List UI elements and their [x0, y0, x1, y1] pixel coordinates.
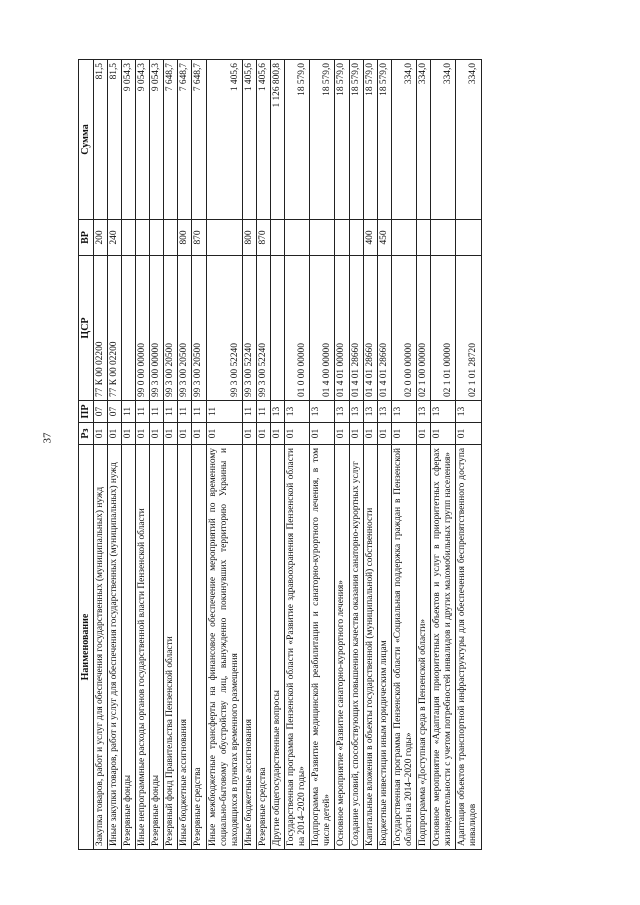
cell-name: Иные бюджетные ассигнования — [242, 445, 256, 850]
cell-vr — [335, 220, 349, 256]
cell-pr: 13 — [431, 401, 456, 423]
cell-csr: 99 3 00 00000 — [150, 256, 164, 401]
header-csr: ЦСР — [79, 256, 94, 401]
cell-pr: 07 — [93, 401, 107, 423]
cell-pr: 07 — [107, 401, 121, 423]
cell-pr: 13 — [271, 401, 285, 423]
cell-rz: 01 — [391, 423, 416, 445]
cell-vr: 800 — [178, 220, 192, 256]
cell-rz: 01 — [206, 423, 242, 445]
table-row — [391, 60, 416, 850]
table-row — [456, 60, 481, 850]
cell-vr — [310, 220, 335, 256]
table-body — [93, 60, 481, 850]
cell-vr: 450 — [377, 220, 391, 256]
cell-vr — [391, 220, 416, 256]
cell-name: Подпрограмма «Развитие медицинской реабилитации и санаторно-курортного лечения, в том числе детей» — [310, 445, 335, 850]
cell-name: Резервные средства — [192, 445, 206, 850]
cell-pr: 11 — [136, 401, 150, 423]
cell-csr: 01 4 00 00000 — [310, 256, 335, 401]
cell-rz: 01 — [256, 423, 270, 445]
cell-pr: 13 — [349, 401, 363, 423]
header-pr: ПР — [79, 401, 94, 423]
cell-csr: 99 3 00 20500 — [192, 256, 206, 401]
cell-rz: 01 — [417, 423, 431, 445]
cell-pr: 13 — [335, 401, 349, 423]
cell-sum: 1 405,6 — [206, 60, 242, 220]
cell-name: Капитальные вложения в объекты государственной (муниципальной) собственности — [363, 445, 377, 850]
table-row — [377, 60, 391, 850]
cell-vr — [349, 220, 363, 256]
cell-sum: 334,0 — [431, 60, 456, 220]
cell-vr: 400 — [363, 220, 377, 256]
cell-sum: 81,5 — [93, 60, 107, 220]
cell-csr: 99 3 00 20500 — [178, 256, 192, 401]
cell-name: Адаптация объектов транспортной инфраструктуры для обеспечения беспрепятственного доступа инвалидов — [456, 445, 481, 850]
cell-sum: 18 579,0 — [335, 60, 349, 220]
cell-sum: 81,5 — [107, 60, 121, 220]
cell-name: Резервные фонды — [150, 445, 164, 850]
cell-csr — [121, 256, 135, 401]
cell-csr: 99 3 00 52240 — [242, 256, 256, 401]
cell-pr: 13 — [310, 401, 335, 423]
cell-csr — [271, 256, 285, 401]
cell-pr: 13 — [285, 401, 310, 423]
cell-sum: 18 579,0 — [363, 60, 377, 220]
cell-vr: 870 — [192, 220, 206, 256]
cell-sum: 334,0 — [456, 60, 481, 220]
cell-vr — [417, 220, 431, 256]
cell-pr: 11 — [242, 401, 256, 423]
cell-rz: 01 — [242, 423, 256, 445]
cell-rz: 01 — [136, 423, 150, 445]
table-row — [192, 60, 206, 850]
cell-rz: 01 — [178, 423, 192, 445]
cell-pr: 13 — [417, 401, 431, 423]
table-row — [164, 60, 178, 850]
cell-name: Бюджетные инвестиции иным юридическим лицам — [377, 445, 391, 850]
cell-csr: 01 4 01 00000 — [335, 256, 349, 401]
cell-vr — [271, 220, 285, 256]
cell-pr: 11 — [178, 401, 192, 423]
cell-rz: 01 — [377, 423, 391, 445]
cell-rz: 01 — [349, 423, 363, 445]
cell-rz: 01 — [363, 423, 377, 445]
header-rz: Рз — [79, 423, 94, 445]
cell-csr: 01 4 01 28660 — [349, 256, 363, 401]
cell-name: Иные межбюджетные трансферты на финансовое обеспечение мероприятий по временному социально-бытовому обустройству лиц, вынужденно покинувших территорию Украины и находящихся в пунктах временного размещения — [206, 445, 242, 850]
cell-rz: 01 — [93, 423, 107, 445]
table-row — [93, 60, 107, 850]
table-row — [121, 60, 135, 850]
cell-pr: 13 — [456, 401, 481, 423]
cell-vr — [431, 220, 456, 256]
cell-pr: 13 — [377, 401, 391, 423]
table-row — [285, 60, 310, 850]
header-name: Наименование — [79, 445, 94, 850]
cell-name: Государственная программа Пензенской области «Социальная поддержка граждан в Пензенской области на 2014–2020 годы» — [391, 445, 416, 850]
table-row — [349, 60, 363, 850]
cell-rz: 01 — [310, 423, 335, 445]
table-row — [271, 60, 285, 850]
cell-vr — [121, 220, 135, 256]
cell-rz: 01 — [164, 423, 178, 445]
cell-vr — [136, 220, 150, 256]
cell-csr: 77 К 00 02200 — [93, 256, 107, 401]
cell-rz: 01 — [285, 423, 310, 445]
cell-csr: 01 0 00 00000 — [285, 256, 310, 401]
cell-pr: 13 — [391, 401, 416, 423]
table-row — [431, 60, 456, 850]
cell-vr — [150, 220, 164, 256]
cell-csr: 99 3 00 20500 — [164, 256, 178, 401]
cell-name: Резервные средства — [256, 445, 270, 850]
page-number: 37 — [41, 432, 54, 444]
cell-vr — [206, 220, 242, 256]
cell-sum: 18 579,0 — [285, 60, 310, 220]
cell-rz: 01 — [335, 423, 349, 445]
cell-csr: 99 0 00 00000 — [136, 256, 150, 401]
cell-name: Иные бюджетные ассигнования — [178, 445, 192, 850]
table-row — [310, 60, 335, 850]
cell-sum: 1 405,6 — [242, 60, 256, 220]
cell-csr: 02 0 00 00000 — [391, 256, 416, 401]
rotated-page-content — [78, 60, 482, 850]
cell-csr: 01 4 01 28660 — [363, 256, 377, 401]
table-row — [256, 60, 270, 850]
table-row — [136, 60, 150, 850]
cell-sum: 7 648,7 — [192, 60, 206, 220]
cell-sum: 7 648,7 — [164, 60, 178, 220]
cell-name: Основное мероприятие «Развитие санаторно-курортного лечения» — [335, 445, 349, 850]
cell-sum: 334,0 — [391, 60, 416, 220]
cell-rz: 01 — [121, 423, 135, 445]
table-row — [417, 60, 431, 850]
cell-pr: 11 — [121, 401, 135, 423]
table-row — [178, 60, 192, 850]
cell-name: Закупка товаров, работ и услуг для обеспечения государственных (муниципальных) нужд — [93, 445, 107, 850]
cell-sum: 334,0 — [417, 60, 431, 220]
table-row — [206, 60, 242, 850]
cell-pr: 11 — [164, 401, 178, 423]
cell-name: Резервные фонды — [121, 445, 135, 850]
cell-csr: 02 1 00 00000 — [417, 256, 431, 401]
cell-vr: 870 — [256, 220, 270, 256]
cell-rz: 01 — [431, 423, 456, 445]
cell-sum: 7 648,7 — [178, 60, 192, 220]
cell-pr: 11 — [206, 401, 242, 423]
table-row — [363, 60, 377, 850]
cell-csr: 02 1 01 00000 — [431, 256, 456, 401]
cell-vr — [285, 220, 310, 256]
table-header-row — [79, 60, 94, 850]
cell-name: Основное мероприятие «Адаптация приоритетных объектов и услуг в приоритетных сферах жизнедеятельности с учетом потребностей инвалидов и других маломобильных групп населения» — [431, 445, 456, 850]
cell-rz: 01 — [107, 423, 121, 445]
cell-csr: 02 1 01 28720 — [456, 256, 481, 401]
cell-vr: 200 — [93, 220, 107, 256]
cell-rz: 01 — [150, 423, 164, 445]
cell-csr: 77 К 00 02200 — [107, 256, 121, 401]
cell-pr: 11 — [150, 401, 164, 423]
cell-sum: 18 579,0 — [310, 60, 335, 220]
cell-csr: 99 3 00 52240 — [256, 256, 270, 401]
cell-rz: 01 — [271, 423, 285, 445]
cell-sum: 9 054,3 — [150, 60, 164, 220]
cell-sum: 1 405,6 — [256, 60, 270, 220]
cell-rz: 01 — [192, 423, 206, 445]
cell-sum: 18 579,0 — [349, 60, 363, 220]
cell-vr: 800 — [242, 220, 256, 256]
cell-vr — [164, 220, 178, 256]
table-row — [107, 60, 121, 850]
header-sum: Сумма — [79, 60, 94, 220]
cell-name: Иные закупки товаров, работ и услуг для обеспечения государственных (муниципальных) нужд — [107, 445, 121, 850]
cell-sum: 1 126 800,8 — [271, 60, 285, 220]
cell-name: Государственная программа Пензенской области «Развитие здравоохранения Пензенской области на 2014–2020 годы» — [285, 445, 310, 850]
header-vr: ВР — [79, 220, 94, 256]
cell-name: Создание условий, способствующих повышению качества оказания санаторно-курортных услуг — [349, 445, 363, 850]
cell-pr: 11 — [256, 401, 270, 423]
budget-table — [78, 59, 482, 850]
table-row — [335, 60, 349, 850]
cell-name: Резервный фонд Правительства Пензенской области — [164, 445, 178, 850]
cell-rz: 01 — [456, 423, 481, 445]
cell-vr — [456, 220, 481, 256]
cell-csr: 99 3 00 52240 — [206, 256, 242, 401]
cell-csr: 01 4 01 28660 — [377, 256, 391, 401]
table-row — [150, 60, 164, 850]
cell-name: Другие общегосударственные вопросы — [271, 445, 285, 850]
cell-sum: 18 579,0 — [377, 60, 391, 220]
cell-sum: 9 054,3 — [136, 60, 150, 220]
cell-name: Подпрограмма «Доступная среда в Пензенской области» — [417, 445, 431, 850]
cell-vr: 240 — [107, 220, 121, 256]
table-row — [242, 60, 256, 850]
cell-pr: 11 — [192, 401, 206, 423]
cell-sum: 9 054,3 — [121, 60, 135, 220]
cell-pr: 13 — [363, 401, 377, 423]
cell-name: Иные непрограммные расходы органов государственной власти Пензенской области — [136, 445, 150, 850]
